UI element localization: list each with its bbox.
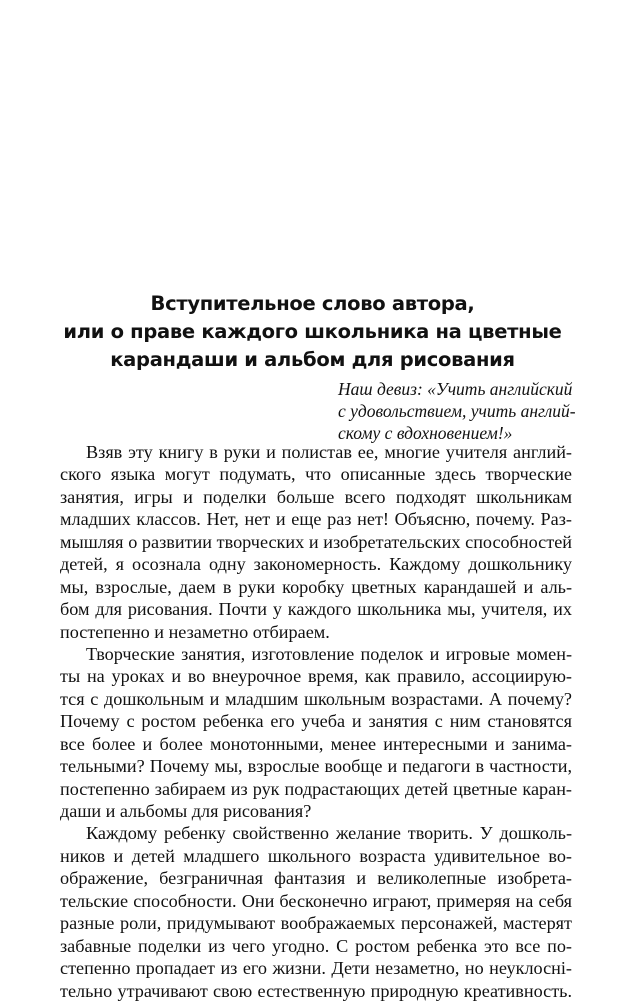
text-line: даши и альбомы для рисования?	[60, 801, 312, 821]
text-line: разные роли, придумывают воображаемых персонажей, мастерят	[60, 913, 572, 934]
chapter-title-line: Вступительное слово автора,	[150, 292, 475, 315]
text-line: Взяв эту книгу в руки и полистав ее, многие учителя англий-	[86, 442, 572, 462]
text-line: степенно пропадает из его жизни. Дети незаметно, но неуклоснi-	[60, 958, 572, 979]
epigraph-line: Наш девиз: «Учить английский	[338, 379, 573, 399]
text-line: ников и детей младшего школьного возраста удивительное во-	[60, 845, 572, 866]
body-text	[60, 441, 572, 1002]
chapter-title-line: карандаши и альбом для рисования	[110, 348, 515, 371]
paragraph	[60, 441, 572, 643]
text-line: забавные поделки из чего угодно. С ростом ребенка это все по-	[60, 935, 572, 956]
paragraph	[60, 643, 572, 823]
text-line: бом для рисования. Почти у каждого школьника мы, учителя, их	[60, 599, 572, 620]
text-line: Творческие занятия, изготовление поделок и игровые момен-	[86, 643, 572, 664]
text-line: все более и более монотонными, менее интересными и занима-	[60, 733, 572, 754]
text-line: Каждому ребенку свойственно желание творить. У дошколь-	[86, 823, 572, 844]
epigraph-line: скому с вдохновением!»	[338, 423, 513, 443]
epigraph-line: с удовольствием, учить англий-	[338, 401, 576, 421]
text-line: тельно утрачивают свою естественную природную креативность.	[60, 980, 572, 1001]
text-line: тся с дошкольным и младшим школьным возрастами. А почему?	[60, 688, 572, 709]
text-line: постепенно забираем из рук подрастающих детей цветные каран-	[60, 778, 572, 799]
chapter-title	[40, 290, 585, 374]
text-line: ского языка могут подумать, что описанные здесь творческие	[60, 464, 572, 485]
text-line: мышляя о развитии творческих и изобретательских способностей	[60, 531, 572, 552]
text-line: тельские способности. Они бесконечно играют, примеряя на себя	[60, 890, 572, 911]
text-line: ображение, безграничная фантазия и великолепные изобрета-	[60, 868, 572, 889]
text-line: детей, я осознала одну закономерность. Каждому дошкольнику	[60, 554, 572, 575]
text-line: тельными? Почему мы, взрослые вообще и педагоги в частности,	[60, 756, 572, 777]
paragraph	[60, 822, 572, 1002]
text-line: ты на уроках и во внеурочное время, как правило, ассоциирую-	[60, 666, 572, 687]
text-line: Почему с ростом ребенка его учеба и занятия с ним становятся	[60, 711, 572, 732]
epigraph	[338, 378, 588, 444]
chapter-title-line: или о праве каждого школьника на цветные	[63, 320, 562, 343]
text-line: занятия, игры и поделки больше всего подходят школьникам	[60, 486, 572, 507]
text-line: постепенно и незаметно отбираем.	[60, 621, 330, 642]
text-line: младших классов. Нет, нет и еще раз нет! Объясню, почему. Раз-	[60, 509, 572, 530]
text-line: мы, взрослые, даем в руки коробку цветных карандашей и аль-	[60, 576, 572, 597]
